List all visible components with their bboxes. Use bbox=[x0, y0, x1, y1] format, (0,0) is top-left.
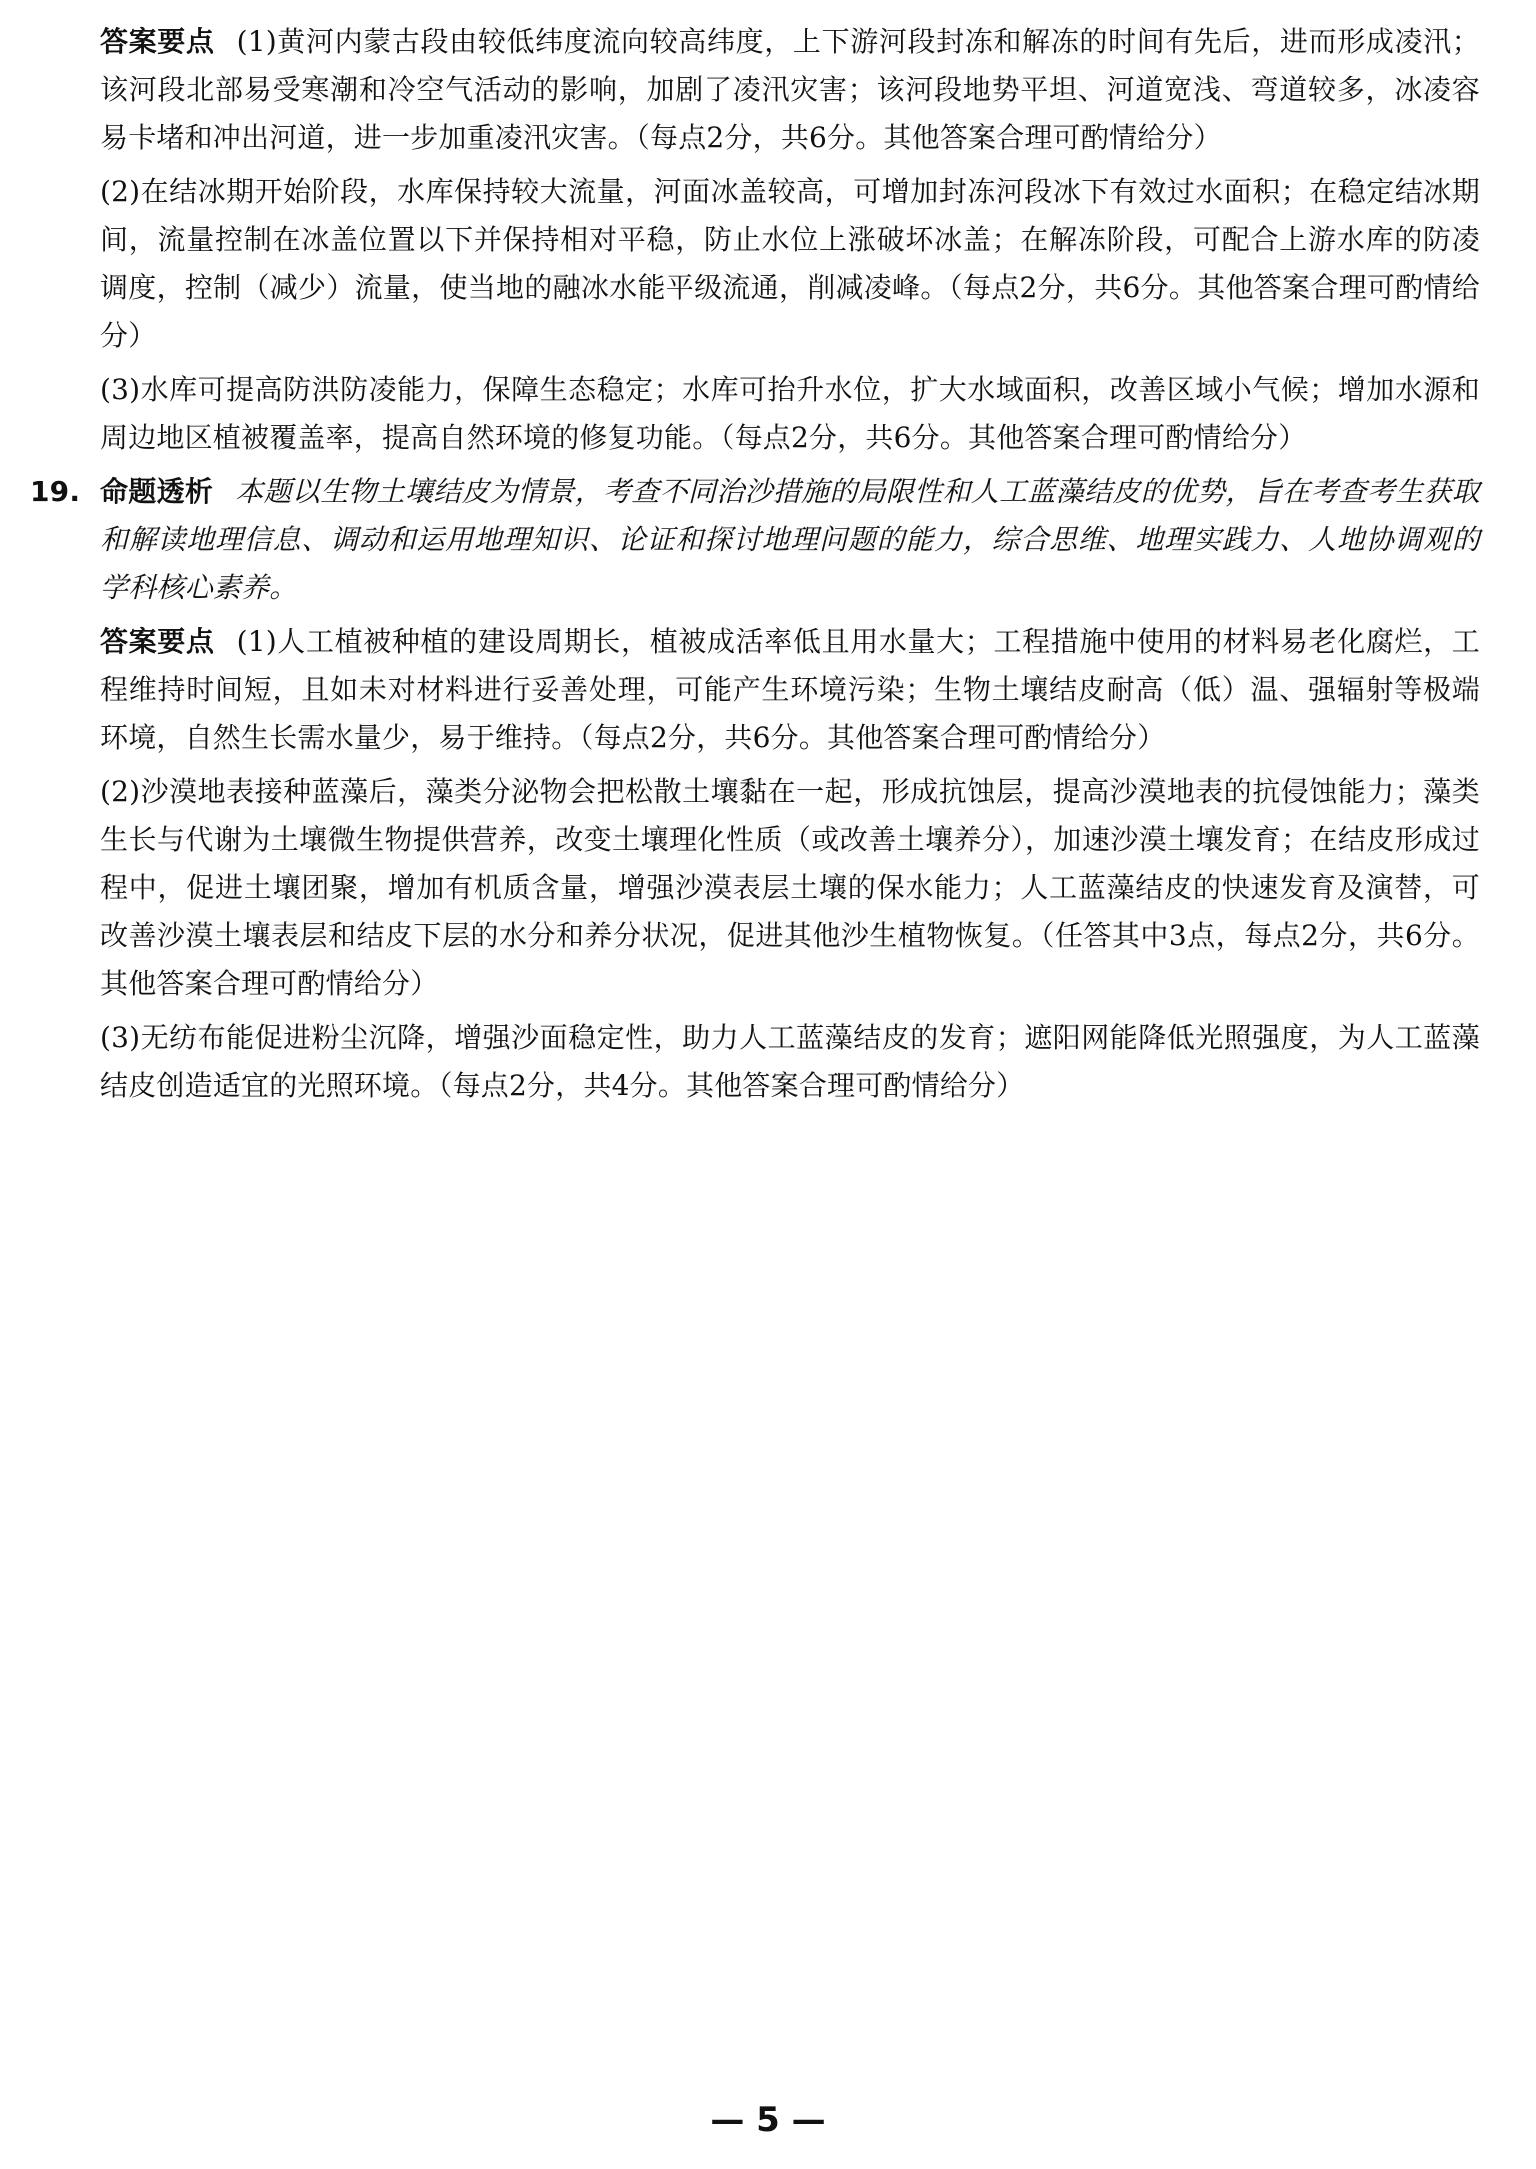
q18-answer-part-3: (3)水库可提高防洪防凌能力，保障生态稳定；水库可抬升水位，扩大水域面积，改善区域小气候；增加水源和周边地区植被覆盖率，提高自然环境的修复功能。（每点2分，共6分。其他答案合理可酌情给分） bbox=[100, 373, 1480, 454]
q18-answer-part-2: (2)在结冰期开始阶段，水库保持较大流量，河面冰盖较高，可增加封冻河段冰下有效过水面积；在稳定结冰期间，流量控制在冰盖位置以下并保持相对平稳，防止水位上涨破坏冰盖；在解冻阶段，可配合上游水库的防凌调度，控制（减少）流量，使当地的融冰水能平级流通，削减凌峰。（每点2分，共6分。其他答案合理可酌情给分） bbox=[100, 175, 1480, 352]
answer-key-label: 答案要点 bbox=[100, 625, 215, 658]
analysis-label: 命题透析 bbox=[100, 475, 214, 508]
question-number: 19. bbox=[30, 475, 81, 508]
q19-answer-part-2: (2)沙漠地表接种蓝藻后，藻类分泌物会把松散土壤黏在一起，形成抗蚀层，提高沙漠地表的抗侵蚀能力；藻类生长与代谢为土壤微生物提供营养，改变土壤理化性质（或改善土壤养分），加速沙漠土壤发育；在结皮形成过程中，促进土壤团聚，增加有机质含量，增强沙漠表层土壤的保水能力；人工蓝藻结皮的快速发育及演替，可改善沙漠土壤表层和结皮下层的水分和养分状况，促进其他沙生植物恢复。（任答其中3点，每点2分，共6分。其他答案合理可酌情给分） bbox=[100, 775, 1480, 1000]
q19-analysis bbox=[30, 468, 1480, 612]
q19-answer-part-3: (3)无纺布能促进粉尘沉降，增强沙面稳定性，助力人工蓝藻结皮的发育；遮阳网能降低光照强度，为人工蓝藻结皮创造适宜的光照环境。（每点2分，共4分。其他答案合理可酌情给分） bbox=[100, 1021, 1480, 1102]
page-number: — 5 — bbox=[710, 2100, 826, 2140]
document-body bbox=[30, 18, 1480, 1116]
answer-text: (1)人工植被种植的建设周期长，植被成活率低且用水量大；工程措施中使用的材料易老化腐烂，工程维持时间短，且如未对材料进行妥善处理，可能产生环境污染；生物土壤结皮耐高（低）温、强辐射等极端环境，自然生长需水量少，易于维持。（每点2分，共6分。其他答案合理可酌情给分） bbox=[100, 625, 1480, 754]
answer-text: (1)黄河内蒙古段由较低纬度流向较高纬度，上下游河段封冻和解冻的时间有先后，进而形成凌汛；该河段北部易受寒潮和冷空气活动的影响，加剧了凌汛灾害；该河段地势平坦、河道宽浅、弯道较多，冰凌容易卡堵和冲出河道，进一步加重凌汛灾害。（每点2分，共6分。其他答案合理可酌情给分） bbox=[100, 25, 1480, 154]
q18-answer-part-1 bbox=[100, 18, 1480, 162]
analysis-text: 本题以生物土壤结皮为情景，考查不同治沙措施的局限性和人工蓝藻结皮的优势，旨在考查考生获取和解读地理信息、调动和运用地理知识、论证和探讨地理问题的能力，综合思维、地理实践力、人地协调观的学科核心素养。 bbox=[100, 475, 1480, 604]
q19-answer-part-1 bbox=[100, 618, 1480, 762]
answer-key-label: 答案要点 bbox=[100, 25, 215, 58]
